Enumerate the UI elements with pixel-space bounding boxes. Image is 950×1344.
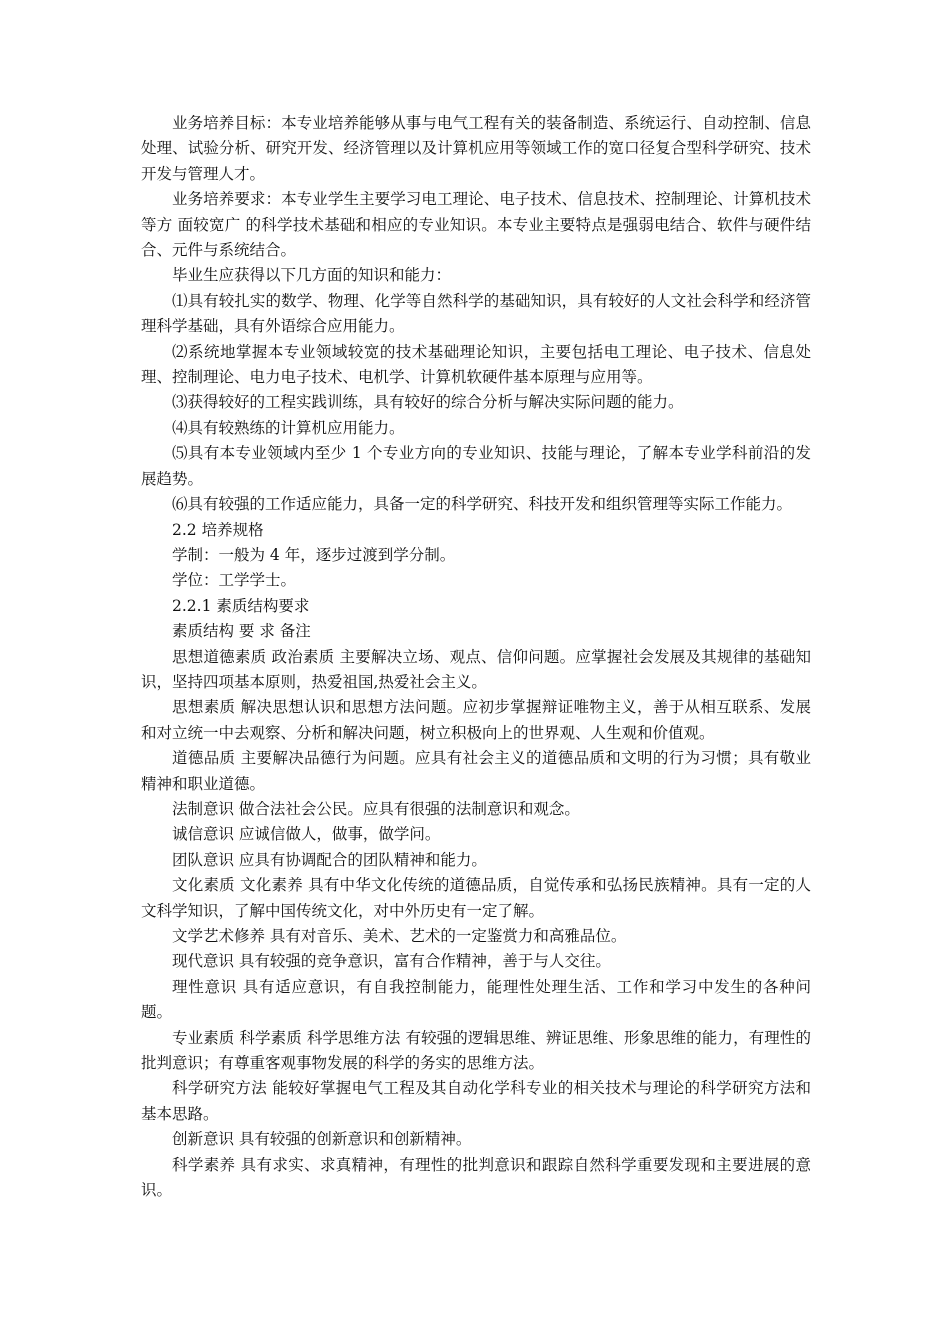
table-header-line: 素质结构 要 求 备注 bbox=[172, 622, 311, 641]
paragraph-graduate-abilities-intro: 毕业生应获得以下几方面的知识和能力： bbox=[172, 266, 452, 285]
quality-item: 诚信意识 应诚信做人，做事，做学问。 bbox=[172, 825, 441, 844]
section-heading: 2.2 培养规格 bbox=[172, 520, 264, 539]
quality-item: 法制意识 做合法社会公民。应具有很强的法制意识和观念。 bbox=[172, 799, 580, 818]
list-item: ⑹具有较强的工作适应能力，具备一定的科学研究、科技开发和组织管理等实际工作能力。 bbox=[172, 495, 793, 514]
quality-item: 理性意识 具有适应意识，有自我控制能力，能理性处理生活、工作和学习中发生的各种问题。 bbox=[141, 977, 811, 1022]
quality-item: 现代意识 具有较强的竞争意识，富有合作精神，善于与人交往。 bbox=[172, 952, 611, 971]
list-item: ⑵系统地掌握本专业领域较宽的技术基础理论知识，主要包括电工理论、电子技术、信息处理、控制理论、电力电子技术、电机学、计算机软硬件基本原理与应用等。 bbox=[141, 342, 811, 387]
subsection-heading: 2.2.1 素质结构要求 bbox=[172, 596, 310, 615]
quality-item: 创新意识 具有较强的创新意识和创新精神。 bbox=[172, 1130, 472, 1149]
paragraph-degree: 学位：工学学士。 bbox=[172, 571, 297, 590]
list-item: ⑷具有较熟练的计算机应用能力。 bbox=[172, 418, 405, 437]
list-item: ⑶获得较好的工程实践训练，具有较好的综合分析与解决实际问题的能力。 bbox=[172, 393, 684, 412]
quality-item: 道德品质 主要解决品德行为问题。应具有社会主义的道德品质和文明的行为习惯；具有敬业精神和职业道德。 bbox=[141, 749, 811, 793]
list-item: ⑸具有本专业领域内至少 1 个专业方向的专业知识、技能与理论，了解本专业学科前沿的发展趋势。 bbox=[141, 444, 811, 488]
quality-item: 专业素质 科学素质 科学思维方法 有较强的逻辑思维、辨证思维、形象思维的能力，有理性的批判意识；有尊重客观事物发展的科学的务实的思维方法。 bbox=[141, 1028, 811, 1073]
quality-item: 思想道德素质 政治素质 主要解决立场、观点、信仰问题。应掌握社会发展及其规律的基础知识，坚持四项基本原则，热爱祖国,热爱社会主义。 bbox=[141, 647, 811, 691]
paragraph-training-requirements: 业务培养要求：本专业学生主要学习电工理论、电子技术、信息技术、控制理论、计算机技术等方 面较宽广 的科学技术基础和相应的专业知识。本专业主要特点是强弱电结合、软件与硬件结合、元件与系统结合。 bbox=[141, 190, 811, 260]
quality-item: 科学素养 具有求实、求真精神，有理性的批判意识和跟踪自然科学重要发现和主要进展的意识。 bbox=[141, 1155, 811, 1200]
list-item: ⑴具有较扎实的数学、物理、化学等自然科学的基础知识，具有较好的人文社会科学和经济管理科学基础，具有外语综合应用能力。 bbox=[141, 291, 811, 336]
quality-item: 文化素质 文化素养 具有中华文化传统的道德品质，自觉传承和弘扬民族精神。具有一定的人文科学知识，了解中国传统文化，对中外历史有一定了解。 bbox=[141, 876, 811, 920]
paragraph-training-goal: 业务培养目标：本专业培养能够从事与电气工程有关的装备制造、系统运行、自动控制、信息处理、试验分析、研究开发、经济管理以及计算机应用等领域工作的宽口径复合型科学研究、技术开发与管理人才。 bbox=[141, 114, 811, 183]
quality-item: 文学艺术修养 具有对音乐、美术、艺术的一定鉴赏力和高雅品位。 bbox=[172, 927, 627, 945]
quality-item: 团队意识 应具有协调配合的团队精神和能力。 bbox=[172, 850, 487, 869]
quality-item: 思想素质 解决思想认识和思想方法问题。应初步掌握辩证唯物主义，善于从相互联系、发展和对立统一中去观察、分析和解决问题，树立积极向上的世界观、人生观和价值观。 bbox=[141, 698, 811, 742]
paragraph-duration: 学制：一般为 4 年，逐步过渡到学分制。 bbox=[172, 545, 456, 564]
quality-item: 科学研究方法 能较好掌握电气工程及其自动化学科专业的相关技术与理论的科学研究方法和基本思路。 bbox=[141, 1079, 811, 1123]
document-body bbox=[141, 111, 811, 1203]
